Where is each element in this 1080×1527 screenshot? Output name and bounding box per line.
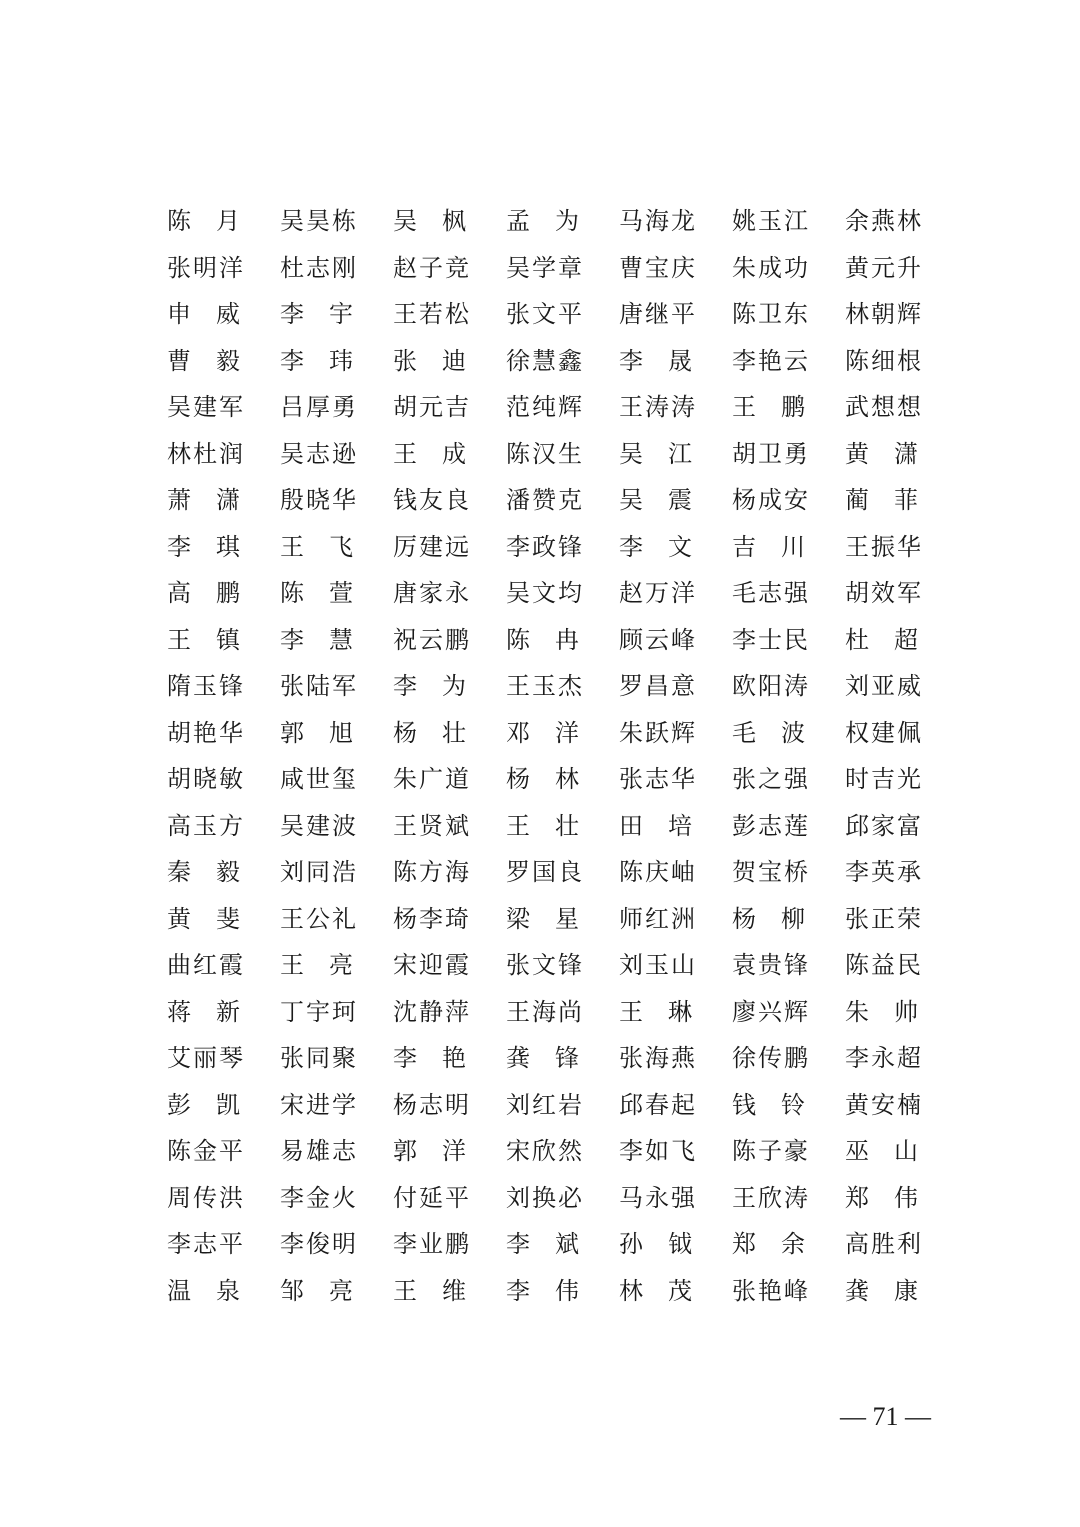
name-entry: 易雄志 (280, 1137, 356, 1166)
name-row (166, 431, 926, 478)
name-entry: 袁贵锋 (732, 951, 808, 980)
name-entry: 张明洋 (167, 253, 243, 282)
name-entry: 余燕林 (845, 207, 921, 236)
name-entry: 李 为 (393, 672, 466, 701)
name-entry: 王玉杰 (506, 672, 582, 701)
name-row (166, 710, 926, 757)
name-entry: 艾丽琴 (167, 1044, 243, 1073)
name-entry: 王 亮 (280, 951, 353, 980)
name-entry: 秦 毅 (167, 858, 240, 887)
name-row (166, 617, 926, 664)
name-entry: 刘亚威 (845, 672, 921, 701)
name-entry: 吴昊栋 (280, 207, 356, 236)
name-row (166, 803, 926, 850)
name-entry: 黄安楠 (845, 1090, 921, 1119)
name-entry: 田 培 (619, 811, 692, 840)
name-entry: 王 鹏 (732, 393, 805, 422)
name-entry: 李业鹏 (393, 1230, 469, 1259)
name-row (166, 849, 926, 896)
name-entry: 王贤斌 (393, 811, 469, 840)
name-entry: 孟 为 (506, 207, 579, 236)
name-row (166, 384, 926, 431)
name-entry: 郭 洋 (393, 1137, 466, 1166)
name-entry: 萧 潇 (167, 486, 240, 515)
name-entry: 时吉光 (845, 765, 921, 794)
name-entry: 赵万洋 (619, 579, 695, 608)
name-entry: 李英承 (845, 858, 921, 887)
name-entry: 陈益民 (845, 951, 921, 980)
name-entry: 王 琳 (619, 997, 692, 1026)
name-entry: 曹 毅 (167, 346, 240, 375)
name-entry: 陈卫东 (732, 300, 808, 329)
name-entry: 林朝辉 (845, 300, 921, 329)
name-entry: 殷晓华 (280, 486, 356, 515)
name-entry: 朱广道 (393, 765, 469, 794)
name-entry: 宋进学 (280, 1090, 356, 1119)
name-entry: 王 镇 (167, 625, 240, 654)
name-row (166, 942, 926, 989)
name-entry: 李志平 (167, 1230, 243, 1259)
name-entry: 潘赞克 (506, 486, 582, 515)
name-entry: 欧阳涛 (732, 672, 808, 701)
name-entry: 胡效军 (845, 579, 921, 608)
name-entry: 沈静萍 (393, 997, 469, 1026)
name-entry: 祝云鹏 (393, 625, 469, 654)
name-entry: 黄 潇 (845, 439, 918, 468)
name-entry: 李俊明 (280, 1230, 356, 1259)
name-entry: 高胜利 (845, 1230, 921, 1259)
name-row (166, 570, 926, 617)
name-entry: 厉建远 (393, 532, 469, 561)
name-entry: 蒋 新 (167, 997, 240, 1026)
name-entry: 毛 波 (732, 718, 805, 747)
name-entry: 申 威 (167, 300, 240, 329)
name-entry: 陈庆岫 (619, 858, 695, 887)
name-entry: 李 伟 (506, 1276, 579, 1305)
name-entry: 吉 川 (732, 532, 805, 561)
name-entry: 吕厚勇 (280, 393, 356, 422)
name-row (166, 1035, 926, 1082)
name-entry: 张文锋 (506, 951, 582, 980)
name-entry: 林杜润 (167, 439, 243, 468)
name-entry: 杨 林 (506, 765, 579, 794)
name-entry: 巫 山 (845, 1137, 918, 1166)
name-entry: 毛志强 (732, 579, 808, 608)
name-row (166, 663, 926, 710)
name-entry: 黄 斐 (167, 904, 240, 933)
name-entry: 邱家富 (845, 811, 921, 840)
name-entry: 曹宝庆 (619, 253, 695, 282)
name-entry: 吴建军 (167, 393, 243, 422)
name-entry: 廖兴辉 (732, 997, 808, 1026)
name-entry: 龚 锋 (506, 1044, 579, 1073)
name-entry: 刘同浩 (280, 858, 356, 887)
name-entry: 杨 柳 (732, 904, 805, 933)
name-entry: 吴志逊 (280, 439, 356, 468)
name-entry: 张 迪 (393, 346, 466, 375)
name-entry: 唐继平 (619, 300, 695, 329)
name-entry: 周传洪 (167, 1183, 243, 1212)
name-entry: 李 宇 (280, 300, 353, 329)
name-entry: 高 鹏 (167, 579, 240, 608)
name-entry: 张志华 (619, 765, 695, 794)
name-entry: 徐慧鑫 (506, 346, 582, 375)
name-entry: 曲红霞 (167, 951, 243, 980)
name-entry: 钱友良 (393, 486, 469, 515)
name-entry: 胡艳华 (167, 718, 243, 747)
name-entry: 咸世玺 (280, 765, 356, 794)
name-entry: 李 文 (619, 532, 692, 561)
name-entry: 王 壮 (506, 811, 579, 840)
name-entry: 李 琪 (167, 532, 240, 561)
name-entry: 吴文均 (506, 579, 582, 608)
name-entry: 朱跃辉 (619, 718, 695, 747)
name-entry: 钱 铃 (732, 1090, 805, 1119)
name-entry: 陈 冉 (506, 625, 579, 654)
name-entry: 胡卫勇 (732, 439, 808, 468)
name-entry: 邱春起 (619, 1090, 695, 1119)
name-entry: 杨 壮 (393, 718, 466, 747)
name-entry: 罗国良 (506, 858, 582, 887)
name-entry: 李 斌 (506, 1230, 579, 1259)
name-entry: 隋玉锋 (167, 672, 243, 701)
name-row (166, 1082, 926, 1129)
name-row (166, 338, 926, 385)
name-entry: 王 维 (393, 1276, 466, 1305)
name-entry: 胡元吉 (393, 393, 469, 422)
name-entry: 温 泉 (167, 1276, 240, 1305)
name-entry: 张之强 (732, 765, 808, 794)
name-entry: 马海龙 (619, 207, 695, 236)
name-row (166, 291, 926, 338)
name-row (166, 756, 926, 803)
name-entry: 杨成安 (732, 486, 808, 515)
name-entry: 罗昌意 (619, 672, 695, 701)
name-entry: 李士民 (732, 625, 808, 654)
name-row (166, 524, 926, 571)
name-entry: 王涛涛 (619, 393, 695, 422)
name-entry: 郭 旭 (280, 718, 353, 747)
name-entry: 彭志莲 (732, 811, 808, 840)
name-entry: 宋迎霞 (393, 951, 469, 980)
name-entry: 张文平 (506, 300, 582, 329)
name-entry: 付延平 (393, 1183, 469, 1212)
page-number: — 71 — (840, 1402, 931, 1431)
name-entry: 黄元升 (845, 253, 921, 282)
name-entry: 李 玮 (280, 346, 353, 375)
name-entry: 贺宝桥 (732, 858, 808, 887)
name-entry: 刘换必 (506, 1183, 582, 1212)
name-entry: 张同聚 (280, 1044, 356, 1073)
name-row (166, 1268, 926, 1315)
name-entry: 陈方海 (393, 858, 469, 887)
name-entry: 王振华 (845, 532, 921, 561)
name-row (166, 1128, 926, 1175)
name-entry: 权建佩 (845, 718, 921, 747)
name-entry: 张海燕 (619, 1044, 695, 1073)
name-entry: 李 慧 (280, 625, 353, 654)
name-row (166, 245, 926, 292)
name-entry: 李永超 (845, 1044, 921, 1073)
name-entry: 李政锋 (506, 532, 582, 561)
name-entry: 李金火 (280, 1183, 356, 1212)
name-entry: 陈 萱 (280, 579, 353, 608)
name-entry: 王 成 (393, 439, 466, 468)
name-entry: 赵子竞 (393, 253, 469, 282)
name-entry: 杜志刚 (280, 253, 356, 282)
name-entry: 彭 凯 (167, 1090, 240, 1119)
name-entry: 邹 亮 (280, 1276, 353, 1305)
name-entry: 王公礼 (280, 904, 356, 933)
name-row (166, 1221, 926, 1268)
name-row (166, 896, 926, 943)
name-entry: 吴 枫 (393, 207, 466, 236)
name-entry: 吴 震 (619, 486, 692, 515)
name-entry: 王欣涛 (732, 1183, 808, 1212)
name-entry: 朱成功 (732, 253, 808, 282)
name-entry: 张艳峰 (732, 1276, 808, 1305)
name-entry: 梁 星 (506, 904, 579, 933)
name-row (166, 198, 926, 245)
name-entry: 陈子豪 (732, 1137, 808, 1166)
name-entry: 宋欣然 (506, 1137, 582, 1166)
name-entry: 杨志明 (393, 1090, 469, 1119)
name-entry: 陈 月 (167, 207, 240, 236)
name-entry: 吴 江 (619, 439, 692, 468)
name-entry: 郑 余 (732, 1230, 805, 1259)
name-entry: 吴建波 (280, 811, 356, 840)
name-entry: 李艳云 (732, 346, 808, 375)
name-entry: 龚 康 (845, 1276, 918, 1305)
name-entry: 刘玉山 (619, 951, 695, 980)
name-entry: 杜 超 (845, 625, 918, 654)
name-entry: 王海尚 (506, 997, 582, 1026)
name-entry: 马永强 (619, 1183, 695, 1212)
name-entry: 陈细根 (845, 346, 921, 375)
name-row (166, 989, 926, 1036)
name-entry: 王 飞 (280, 532, 353, 561)
name-entry: 顾云峰 (619, 625, 695, 654)
name-entry: 蔺 菲 (845, 486, 918, 515)
name-row (166, 477, 926, 524)
name-list-grid (166, 198, 926, 1314)
name-entry: 李 晟 (619, 346, 692, 375)
name-entry: 范纯辉 (506, 393, 582, 422)
name-entry: 陈金平 (167, 1137, 243, 1166)
name-entry: 邓 洋 (506, 718, 579, 747)
name-entry: 孙 钺 (619, 1230, 692, 1259)
name-entry: 武想想 (845, 393, 921, 422)
name-entry: 李如飞 (619, 1137, 695, 1166)
name-entry: 杨李琦 (393, 904, 469, 933)
name-entry: 陈汉生 (506, 439, 582, 468)
name-entry: 唐家永 (393, 579, 469, 608)
name-entry: 吴学章 (506, 253, 582, 282)
name-entry: 郑 伟 (845, 1183, 918, 1212)
name-row (166, 1175, 926, 1222)
name-entry: 高玉方 (167, 811, 243, 840)
name-entry: 徐传鹏 (732, 1044, 808, 1073)
name-entry: 李 艳 (393, 1044, 466, 1073)
name-entry: 刘红岩 (506, 1090, 582, 1119)
name-entry: 丁宇珂 (280, 997, 356, 1026)
name-entry: 朱 帅 (845, 997, 918, 1026)
name-entry: 胡晓敏 (167, 765, 243, 794)
name-entry: 王若松 (393, 300, 469, 329)
name-entry: 师红洲 (619, 904, 695, 933)
name-entry: 张正荣 (845, 904, 921, 933)
name-entry: 姚玉江 (732, 207, 808, 236)
name-entry: 张陆军 (280, 672, 356, 701)
name-entry: 林 茂 (619, 1276, 692, 1305)
